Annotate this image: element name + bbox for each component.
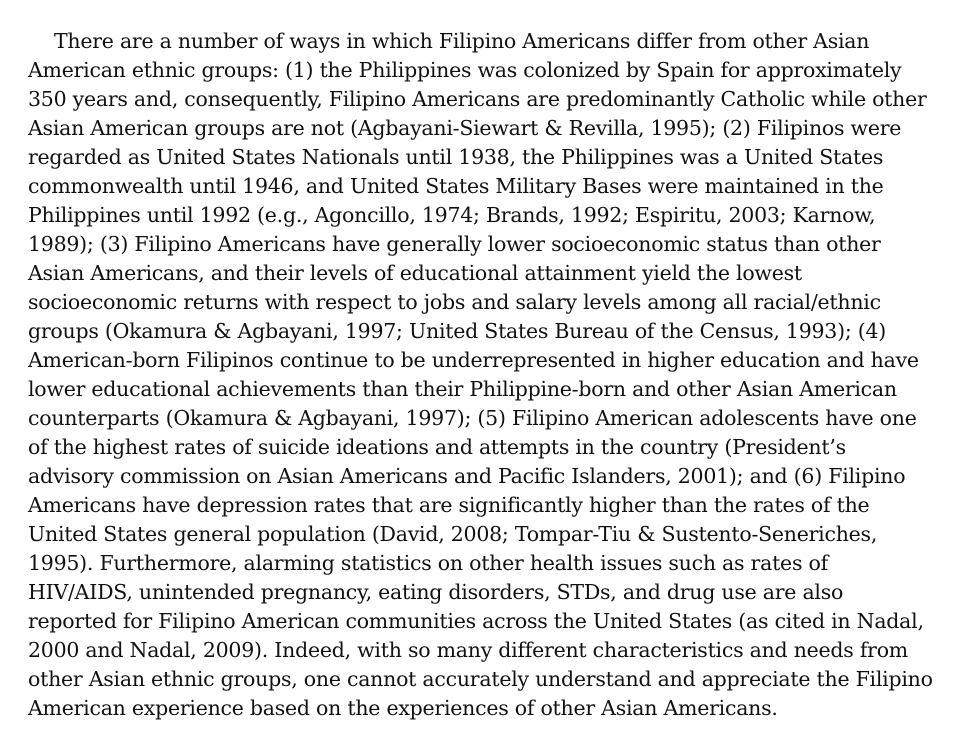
paragraph-line: of the highest rates of suicide ideations and attempts in the country (President’s bbox=[28, 435, 846, 459]
paragraph-line: Philippines until 1992 (e.g., Agoncillo, 1974; Brands, 1992; Espiritu, 2003; Karnow, bbox=[28, 203, 876, 227]
paragraph-line: 1989); (3) Filipino Americans have generally lower socioeconomic status than other bbox=[28, 232, 881, 256]
paragraph-line: American ethnic groups: (1) the Philippines was colonized by Spain for approximately bbox=[28, 58, 902, 82]
paragraph-line: counterparts (Okamura & Agbayani, 1997); (5) Filipino American adolescents have one bbox=[28, 406, 917, 430]
paragraph-line: United States general population (David, 2008; Tompar-Tiu & Sustento-Seneriches, bbox=[28, 522, 878, 546]
paragraph-line: other Asian ethnic groups, one cannot accurately understand and appreciate the Filipino bbox=[28, 667, 933, 691]
paragraph-line: Americans have depression rates that are significantly higher than the rates of the bbox=[28, 493, 870, 517]
paragraph-line: There are a number of ways in which Filipino Americans differ from other Asian bbox=[54, 29, 870, 53]
paragraph-line: HIV/AIDS, unintended pregnancy, eating disorders, STDs, and drug use are also bbox=[28, 580, 844, 604]
paragraph-line: 1995). Furthermore, alarming statistics on other health issues such as rates of bbox=[28, 551, 828, 575]
paragraph-line: American-born Filipinos continue to be underrepresented in higher education and have bbox=[28, 348, 919, 372]
paragraph-line: commonwealth until 1946, and United States Military Bases were maintained in the bbox=[28, 174, 884, 198]
paragraph-line: American experience based on the experiences of other Asian Americans. bbox=[28, 696, 778, 720]
paragraph-line: advisory commission on Asian Americans and Pacific Islanders, 2001); and (6) Filipino bbox=[28, 464, 906, 488]
paragraph-line: groups (Okamura & Agbayani, 1997; United States Bureau of the Census, 1993); (4) bbox=[28, 319, 887, 343]
paragraph-line: 350 years and, consequently, Filipino Americans are predominantly Catholic while other bbox=[28, 87, 927, 111]
paragraph-line: 2000 and Nadal, 2009). Indeed, with so many different characteristics and needs from bbox=[28, 638, 908, 662]
paragraph-line: Asian American groups are not (Agbayani-Siewart & Revilla, 1995); (2) Filipinos were bbox=[28, 116, 902, 140]
paragraph-line: reported for Filipino American communities across the United States (as cited in Nadal, bbox=[28, 609, 924, 633]
paragraph-line: Asian Americans, and their levels of educational attainment yield the lowest bbox=[28, 261, 802, 285]
paragraph-line: regarded as United States Nationals until 1938, the Philippines was a United States bbox=[28, 145, 884, 169]
document-page bbox=[28, 27, 968, 723]
body-paragraph bbox=[28, 27, 968, 723]
paragraph-line: lower educational achievements than their Philippine-born and other Asian American bbox=[28, 377, 897, 401]
paragraph-line: socioeconomic returns with respect to jobs and salary levels among all racial/ethnic bbox=[28, 290, 881, 314]
